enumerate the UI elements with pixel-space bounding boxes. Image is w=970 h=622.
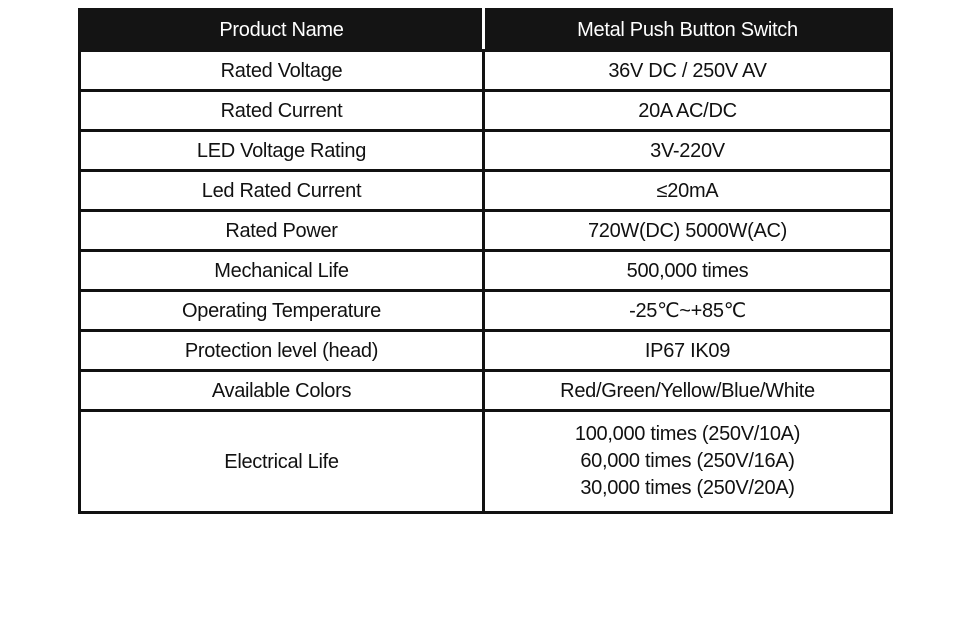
spec-value-multiline (484, 411, 892, 513)
spec-label: Protection level (head) (80, 331, 484, 371)
spec-value: -25℃~+85℃ (484, 291, 892, 331)
spec-label: Led Rated Current (80, 171, 484, 211)
electrical-life-line: 30,000 times (250V/20A) (580, 477, 795, 499)
spec-value: IP67 IK09 (484, 331, 892, 371)
table-row (80, 251, 892, 291)
spec-value: 3V-220V (484, 131, 892, 171)
spec-label: Rated Current (80, 91, 484, 131)
table-row (80, 91, 892, 131)
table-row (80, 371, 892, 411)
table-row (80, 211, 892, 251)
spec-label: Electrical Life (80, 411, 484, 513)
spec-value: Red/Green/Yellow/Blue/White (484, 371, 892, 411)
table-row (80, 331, 892, 371)
spec-value: 500,000 times (484, 251, 892, 291)
spec-value: 20A AC/DC (484, 91, 892, 131)
spec-label: Available Colors (80, 371, 484, 411)
electrical-life-line: 60,000 times (250V/16A) (580, 450, 795, 472)
spec-table (78, 8, 893, 514)
header-product-value: Metal Push Button Switch (484, 10, 892, 51)
spec-value: ≤20mA (484, 171, 892, 211)
spec-label: Rated Voltage (80, 51, 484, 91)
header-product-name: Product Name (80, 10, 484, 51)
spec-label: Operating Temperature (80, 291, 484, 331)
spec-value: 720W(DC) 5000W(AC) (484, 211, 892, 251)
table-row (80, 51, 892, 91)
table-row (80, 291, 892, 331)
spec-label: Rated Power (80, 211, 484, 251)
spec-label: Mechanical Life (80, 251, 484, 291)
electrical-life-line: 100,000 times (250V/10A) (574, 423, 801, 445)
table-row (80, 131, 892, 171)
table-row-electrical-life (80, 411, 892, 513)
table-row (80, 171, 892, 211)
spec-value: 36V DC / 250V AV (484, 51, 892, 91)
spec-label: LED Voltage Rating (80, 131, 484, 171)
table-header-row (80, 10, 892, 51)
